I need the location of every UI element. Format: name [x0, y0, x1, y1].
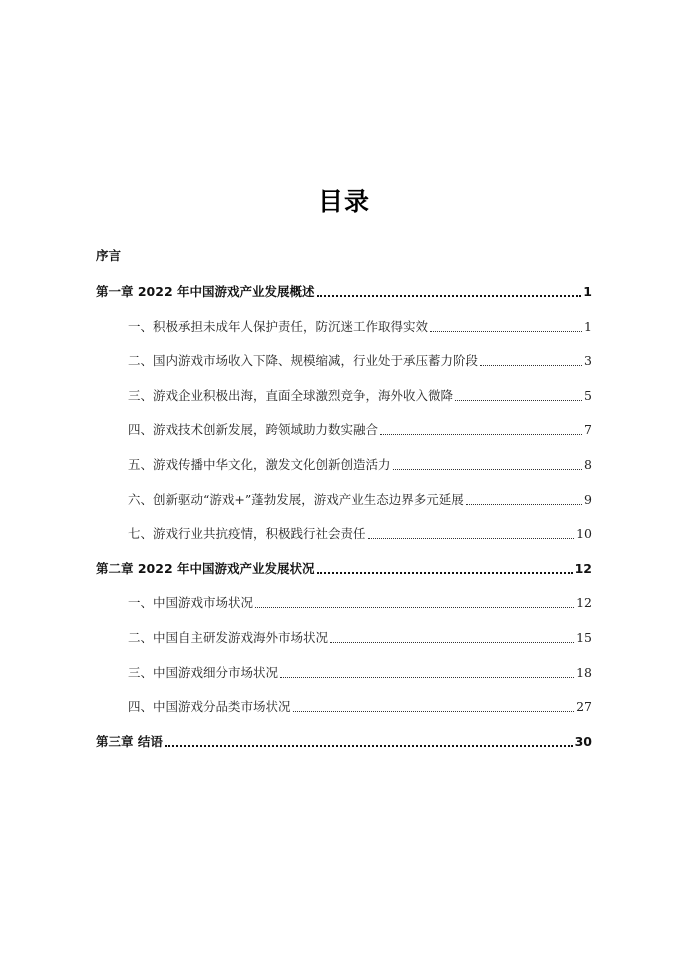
dot-leader	[165, 745, 573, 747]
toc-entry-label: 第一章 2022 年中国游戏产业发展概述	[96, 284, 315, 299]
toc-section-1-7[interactable]	[96, 524, 592, 544]
table-of-contents	[96, 246, 592, 766]
dot-leader	[293, 711, 575, 712]
dot-leader	[280, 677, 574, 678]
toc-entry-label: 四、游戏技术创新发展，跨领域助力数实融合	[128, 422, 379, 438]
toc-section-1-2[interactable]	[96, 351, 592, 371]
toc-page-number: 12	[574, 560, 592, 576]
toc-entry-label: 第二章 2022 年中国游戏产业发展状况	[96, 560, 315, 576]
dot-leader	[430, 331, 582, 332]
toc-entry-label: 一、积极承担未成年人保护责任，防沉迷工作取得实效	[128, 318, 429, 334]
toc-page-number: 1	[584, 318, 592, 334]
dot-leader	[368, 538, 575, 539]
dot-leader	[317, 572, 573, 574]
toc-entry-label: 三、游戏企业积极出海，直面全球激烈竞争，海外收入微降	[128, 387, 454, 403]
toc-entry-label: 三、中国游戏细分市场状况	[128, 664, 279, 680]
toc-entry-label: 五、游戏传播中华文化，激发文化创新创造活力	[128, 456, 391, 472]
dot-leader	[393, 469, 583, 470]
toc-page-number: 27	[576, 699, 592, 715]
page-title: 目录	[317, 187, 370, 216]
toc-page-number: 1	[583, 284, 592, 299]
dot-leader	[317, 295, 582, 297]
toc-section-1-3[interactable]	[96, 386, 592, 406]
toc-section-2-2[interactable]	[96, 628, 592, 648]
toc-preface[interactable]: 序言	[96, 248, 122, 263]
toc-page-number: 9	[584, 491, 592, 507]
toc-section-1-5[interactable]	[96, 455, 592, 475]
dot-leader	[255, 607, 574, 608]
toc-page-number: 18	[576, 664, 592, 680]
toc-page-number: 10	[576, 526, 592, 542]
toc-entry-label: 四、中国游戏分品类市场状况	[128, 699, 291, 715]
dot-leader	[455, 400, 582, 401]
toc-entry-label: 二、中国自主研发游戏海外市场状况	[128, 629, 329, 645]
toc-entry-label: 七、游戏行业共抗疫情，积极践行社会责任	[128, 526, 366, 542]
toc-page-number: 30	[574, 733, 592, 749]
toc-entry-label: 一、中国游戏市场状况	[128, 595, 254, 611]
toc-chapter-1[interactable]	[96, 282, 592, 302]
dot-leader	[466, 504, 582, 505]
dot-leader	[380, 434, 582, 435]
toc-page-number: 5	[584, 387, 592, 403]
dot-leader	[480, 365, 582, 366]
toc-page-number: 8	[584, 456, 592, 472]
toc-section-1-1[interactable]	[96, 317, 592, 337]
toc-section-1-4[interactable]	[96, 420, 592, 440]
toc-page-number: 15	[576, 629, 592, 645]
toc-section-2-4[interactable]	[96, 697, 592, 717]
toc-chapter-3[interactable]	[96, 732, 592, 752]
toc-entry-label: 二、国内游戏市场收入下降、规模缩减，行业处于承压蓄力阶段	[128, 353, 479, 369]
toc-section-1-6[interactable]	[96, 490, 592, 510]
toc-section-2-1[interactable]	[96, 593, 592, 613]
toc-page-number: 3	[584, 353, 592, 369]
toc-entry-label: 六、创新驱动“游戏+”蓬勃发展，游戏产业生态边界多元延展	[128, 491, 464, 507]
toc-entry-label: 第三章 结语	[96, 733, 163, 749]
toc-page-number: 12	[576, 595, 592, 611]
toc-page-number: 7	[584, 422, 592, 438]
toc-chapter-2[interactable]	[96, 559, 592, 579]
toc-section-2-3[interactable]	[96, 663, 592, 683]
dot-leader	[330, 642, 574, 643]
